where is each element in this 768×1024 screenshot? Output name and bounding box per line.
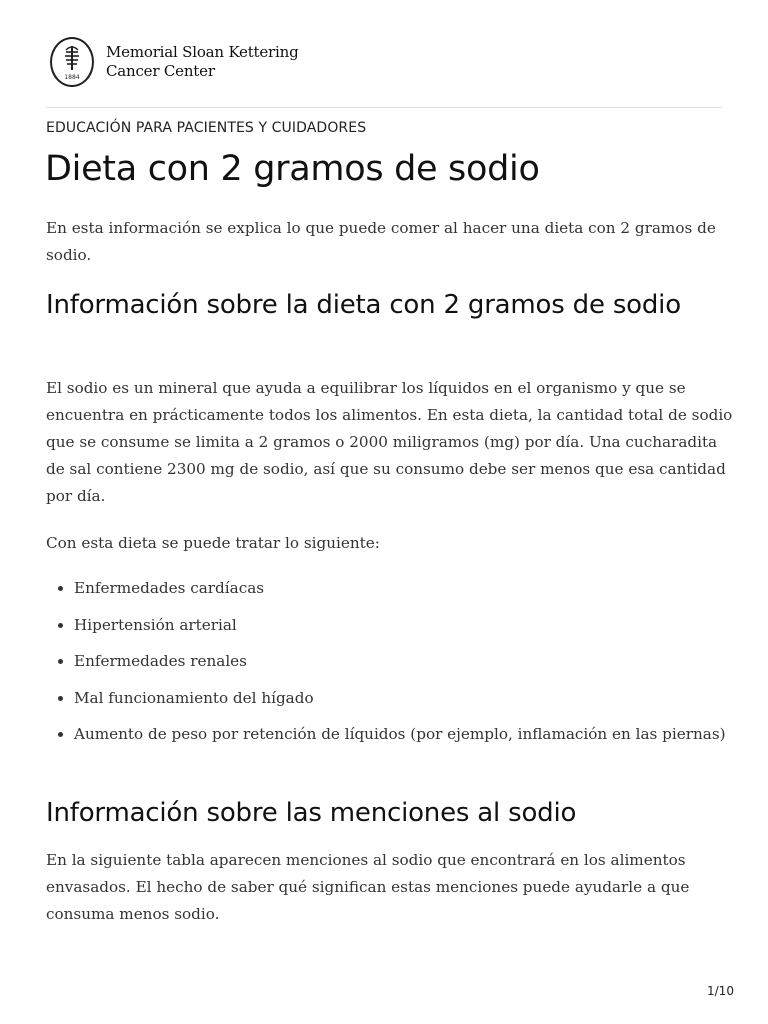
logo-year: 1884 <box>64 74 80 81</box>
intro-paragraph: En esta información se explica lo que puede comer al hacer una dieta con 2 gramos de sodio. <box>46 219 716 264</box>
bullet-icon <box>58 586 63 591</box>
section2-paragraph: En la siguiente tabla aparecen menciones al sodio que encontrará en los alimentos envasados. El hecho de saber qué significan estas menciones puede ayudarle a que consuma menos sodio. <box>46 851 690 923</box>
list-item-text: Hipertensión arterial <box>74 615 237 634</box>
organization-name <box>106 43 299 81</box>
bullet-icon <box>58 732 63 737</box>
bullet-icon <box>58 696 63 701</box>
org-name-line2: Cancer Center <box>106 62 215 80</box>
list-item <box>46 721 726 748</box>
page-title: Dieta con 2 gramos de sodio <box>45 149 540 189</box>
list-item-text: Mal funcionamiento del hígado <box>74 688 314 707</box>
list-item <box>46 648 726 675</box>
bullet-icon <box>58 623 63 628</box>
conditions-list <box>46 575 726 758</box>
section1-paragraph: El sodio es un mineral que ayuda a equilibrar los líquidos en el organismo y que se encuentra en prácticamente todos los alimentos. En esta dieta, la cantidad total de sodio que se consume se limita a 2 gramos o 2000 miligramos (mg) por día. Una cucharadita de sal contiene 2300 mg de sodio, así que su consumo debe ser menos que esa cantidad por día. <box>46 379 733 505</box>
list-item-text: Enfermedades renales <box>74 652 247 671</box>
list-item-text: Aumento de peso por retención de líquidos (por ejemplo, inflamación en las piernas) <box>74 725 726 744</box>
header-logo <box>50 37 299 87</box>
list-item-text: Enfermedades cardíacas <box>74 579 265 597</box>
list-item <box>46 685 726 712</box>
section-kicker: EDUCACIÓN PARA PACIENTES Y CUIDADORES <box>46 120 367 136</box>
page-number: 1/10 <box>707 984 734 998</box>
msk-tree-seal-icon <box>50 37 94 87</box>
list-item <box>46 575 726 602</box>
header-divider <box>46 107 722 108</box>
section1-heading: Información sobre la dieta con 2 gramos de sodio <box>46 290 681 320</box>
list-intro: Con esta dieta se puede tratar lo siguiente: <box>46 534 380 552</box>
section2-heading: Información sobre las menciones al sodio <box>46 798 577 828</box>
list-item <box>46 612 726 639</box>
org-name-line1: Memorial Sloan Kettering <box>106 43 299 61</box>
bullet-icon <box>58 659 63 664</box>
